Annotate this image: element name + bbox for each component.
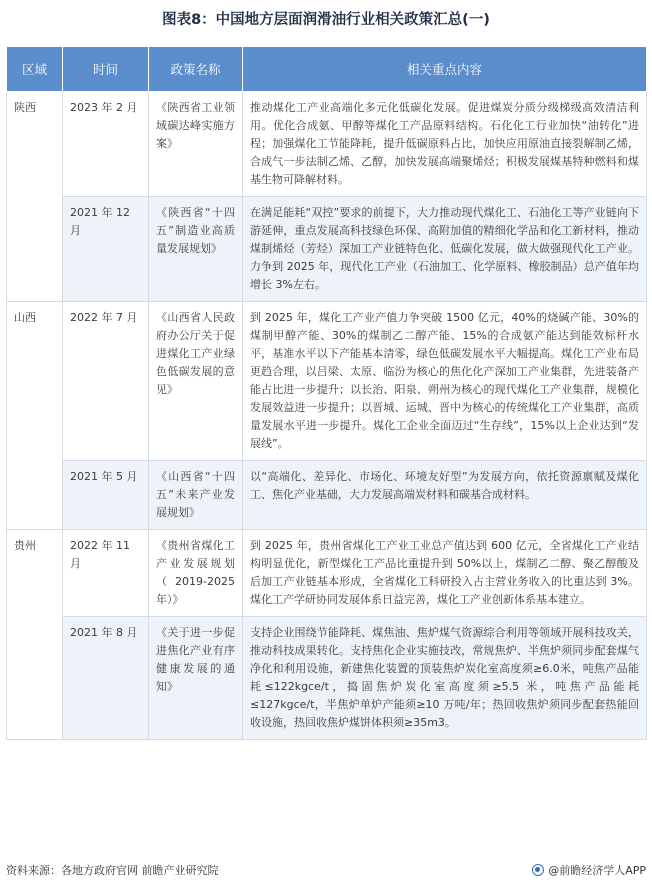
qianzhan-logo-icon [532,864,544,876]
content-cell: 在满足能耗“双控”要求的前提下，大力推动现代煤化工、石油化工等产业链向下游延伸，重点发展高科技绿色环保、高附加值的精细化学品和化工新材料，推动煤制烯烃（芳烃）深加工产业链特色化、低碳化发展，做大做强现代化工产业。力争到 2025 年，现代化工产业（石油加工、化学原料、橡胶制品）总产值年均增长 3%左右。 [243,197,647,302]
policy-table [6,46,647,740]
policy-name-cell: 《陕西省工业领域碳达峰实施方案》 [149,92,243,197]
app-credit-label: @前瞻经济学人APP [548,864,646,877]
table-row [7,617,647,740]
table-row [7,197,647,302]
content-cell: 以“高端化、差异化、市场化、环境友好型”为发展方向，依托资源禀赋及煤化工、焦化产业基础，大力发展高端炭材料和碳基合成材料。 [243,461,647,530]
table-row [7,92,647,197]
header-key-content: 相关重点内容 [243,47,647,92]
region-cell: 贵州 [7,530,63,740]
policy-name-cell: 《山西省“十四五”未来产业发展规划》 [149,461,243,530]
app-credit [532,862,646,878]
time-cell: 2022 年 11 月 [63,530,149,617]
time-cell: 2022 年 7 月 [63,302,149,461]
header-region: 区域 [7,47,63,92]
policy-name-cell: 《关于进一步促进焦化产业有序健康发展的通知》 [149,617,243,740]
table-row [7,530,647,617]
time-cell: 2021 年 5 月 [63,461,149,530]
table-header-row [7,47,647,92]
table-row [7,302,647,461]
header-policy-name: 政策名称 [149,47,243,92]
policy-name-cell: 《陕西省“十四五”制造业高质量发展规划》 [149,197,243,302]
region-cell: 山西 [7,302,63,530]
figure-title: 图表8：中国地方层面润滑油行业相关政策汇总(一) [162,12,490,28]
content-cell: 到 2025 年，煤化工产业产值力争突破 1500 亿元，40%的烧碱产能、30%的煤制甲醇产能、30%的煤制乙二醇产能、15%的合成氨产能达到能效标杆水平，基准水平以下产能基本清零，绿色低碳发展水平大幅提高。煤化工产业布局更趋合理，以吕梁、太原、临汾为核心的焦化化产深加工产业集群，先进装备产能占比进一步提升；以长治、阳泉、朔州为核心的现代煤化工产业集群，规模化发展效益进一步提升；以晋城、运城、晋中为核心的传统煤化工产业集群，高质量发展水平进一步提升。煤化工企业全面迈过“生存线”，15%以上企业达到“发展线”。 [243,302,647,461]
time-cell: 2021 年 8 月 [63,617,149,740]
table-row [7,461,647,530]
region-cell: 陕西 [7,92,63,302]
header-time: 时间 [63,47,149,92]
content-cell: 支持企业围绕节能降耗、煤焦油、焦炉煤气资源综合利用等领域开展科技攻关，推动科技成果转化。支持焦化企业实施技改，常规焦炉、半焦炉须同步配套煤气净化和利用设施，新建焦化装置的顶装焦炉炭化室高度须≥6.0米，吨焦产品能耗≤122kgce/t，捣固焦炉炭化室高度须≥5.5 米，吨焦产品能耗≤127kgce/t，半焦炉单炉产能须≥10 万吨/年；热回收焦炉须同步配套热能回收设施，热回收焦炉煤饼体积须≥35m3。 [243,617,647,740]
time-cell: 2023 年 2 月 [63,92,149,197]
content-cell: 到 2025 年，贵州省煤化工产业工业总产值达到 600 亿元，全省煤化工产业结构明显优化，新型煤化工产品比重提升到 50%以上，煤制乙二醇、聚乙醇酸及后加工产业链基本形成，全省煤化工科研投入占主营业务收入的比重达到 3%。煤化工产学研协同发展体系日益完善，煤化工产业创新体系基本建立。 [243,530,647,617]
policy-name-cell: 《贵州省煤化工产业发展规划（2019-2025年）》 [149,530,243,617]
time-cell: 2021 年 12 月 [63,197,149,302]
policy-name-cell: 《山西省人民政府办公厅关于促进煤化工产业绿色低碳发展的意见》 [149,302,243,461]
content-cell: 推动煤化工产业高端化多元化低碳化发展。促进煤炭分质分级梯级高效清洁利用。优化合成氨、甲醇等煤化工产品原料结构。石化化工行业加快“油转化”进程；加强煤化工节能降耗，提升低碳原料占比，加快应用原油直接裂解制乙烯，合成气一步法制乙烯、乙醇，加快发展高端聚烯烃；积极发展煤基特种燃料和煤基生物可降解材料。 [243,92,647,197]
source-note: 资料来源：各地方政府官网 前瞻产业研究院 [6,864,219,877]
